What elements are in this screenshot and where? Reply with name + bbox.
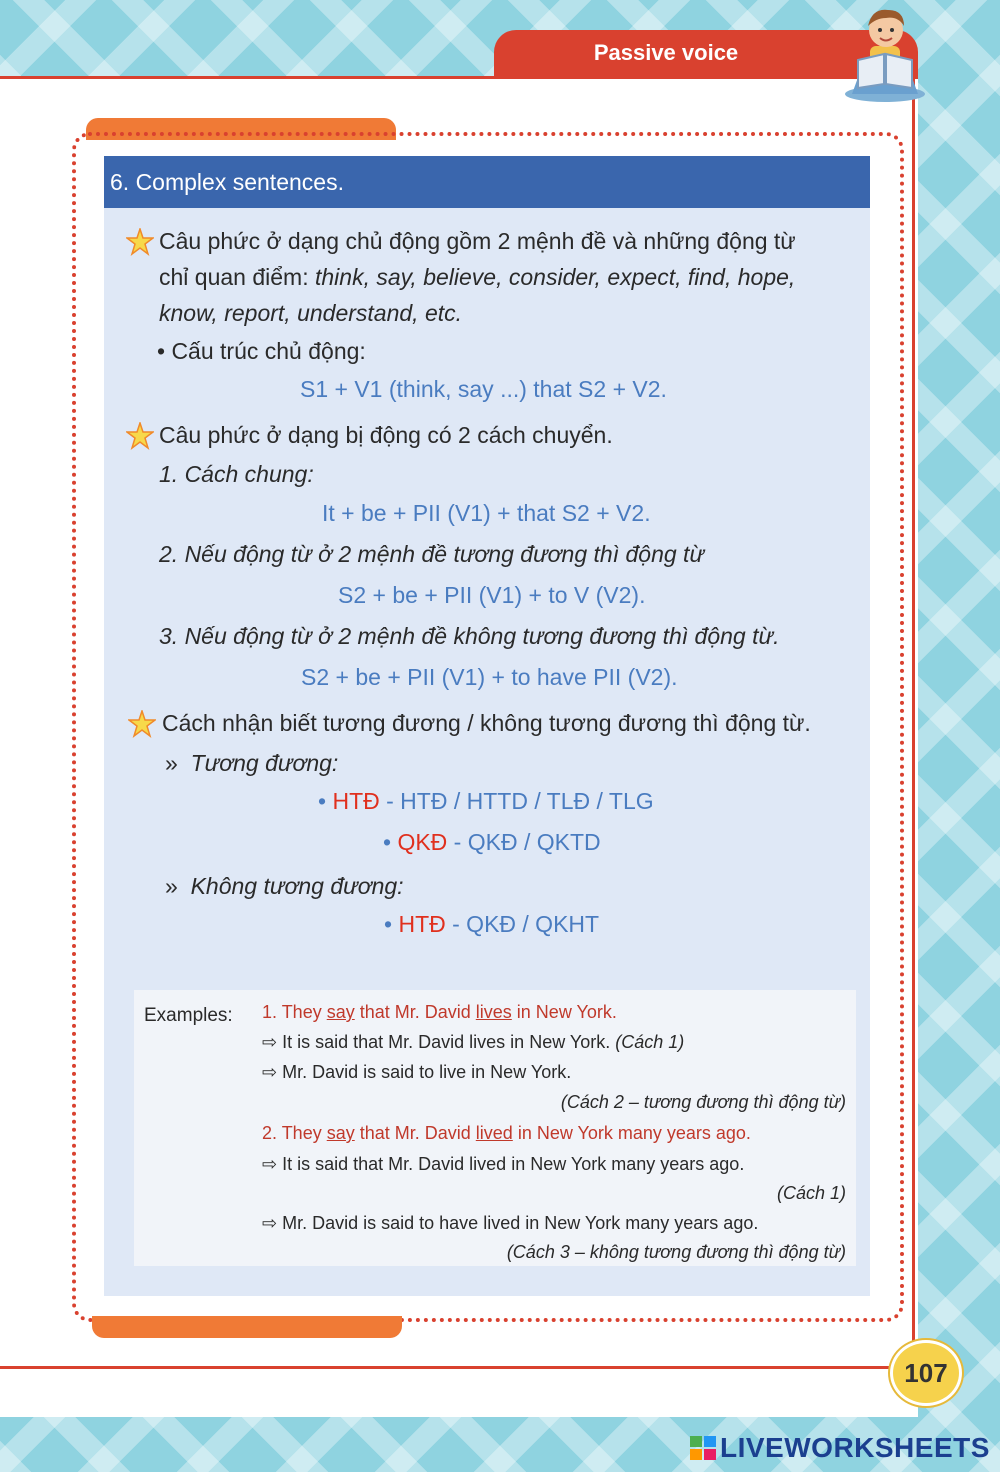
example-1-part: in New York.: [511, 1002, 617, 1022]
paragraph-1-line-2: [159, 266, 795, 289]
example-2-result-2-note: (Cách 3 – không tương đương thì động từ): [506, 1242, 846, 1262]
tense-list: - QKĐ / QKHT: [445, 911, 600, 937]
arrow-right-icon: ⇨: [262, 1213, 278, 1233]
example-2-result-2-text: Mr. David is said to have lived in New York many years ago.: [282, 1213, 759, 1233]
example-1-part: that Mr. David: [354, 1002, 476, 1022]
arrow-right-icon: ⇨: [262, 1032, 278, 1052]
paragraph-1-line-2-text: chỉ quan điểm:: [159, 264, 315, 290]
liveworksheets-text: LIVEWORKSHEETS: [720, 1432, 990, 1463]
star-bullet-icon: [128, 710, 156, 738]
bullet: •: [318, 788, 327, 814]
paragraph-2: Câu phức ở dạng bị động có 2 cách chuyển.: [159, 422, 613, 448]
bullet: •: [383, 829, 392, 855]
example-2-part: that Mr. David: [354, 1123, 476, 1143]
arrow-right-icon: ⇨: [262, 1154, 278, 1174]
way-3-formula: S2 + be + PII (V1) + to have PII (V2).: [301, 664, 678, 690]
example-1-verb-lives: lives: [475, 1002, 512, 1022]
non-equivalent-label: [165, 875, 404, 898]
section-title: 6. Complex sentences.: [110, 168, 344, 195]
way-2-formula: S2 + be + PII (V1) + to V (V2).: [338, 582, 646, 608]
bullet: •: [384, 911, 393, 937]
liveworksheets-brand[interactable]: [690, 1432, 990, 1464]
header-title: Passive voice: [593, 40, 739, 65]
way-3-label: 3. Nếu động từ ở 2 mệnh đề không tương đương thì động từ.: [159, 623, 780, 649]
paragraph-1-line-1: Câu phức ở dạng chủ động gồm 2 mệnh đề và những động từ: [159, 228, 796, 254]
tense-list: - QKĐ / QKTD: [447, 829, 601, 855]
tense-list: - HTĐ / HTTD / TLĐ / TLG: [379, 788, 654, 814]
example-2-verb-lived: lived: [475, 1123, 513, 1143]
example-1-result-2-text: Mr. David is said to live in New York.: [282, 1062, 572, 1082]
example-1-result-2: [262, 1063, 571, 1081]
examples-label: Examples:: [144, 1005, 233, 1026]
active-formula: S1 + V1 (think, say ...) that S2 + V2.: [300, 376, 667, 402]
opinion-verbs-list: think, say, believe, consider, expect, find, hope,: [314, 264, 796, 290]
example-1-result-1: [262, 1033, 684, 1051]
equivalent-label: [165, 752, 338, 775]
chevron-icon: »: [165, 750, 178, 776]
example-1-result-1-note: (Cách 1): [615, 1032, 685, 1052]
example-2-sentence: [262, 1124, 751, 1142]
example-2-part: 2. They: [262, 1123, 327, 1143]
example-2-result-1-note: (Cách 1): [776, 1183, 846, 1203]
tense-key: QKĐ: [397, 829, 448, 855]
example-2-result-2: [262, 1214, 758, 1232]
page-number: 107: [890, 1340, 962, 1406]
section-heading: [104, 156, 870, 208]
way-2-label: 2. Nếu động từ ở 2 mệnh đề tương đương thì động từ: [159, 541, 705, 567]
example-1-result-1-text: It is said that Mr. David lives in New York.: [282, 1032, 616, 1052]
paragraph-1-line-3: know, report, understand, etc.: [159, 300, 463, 326]
way-1-label: 1. Cách chung:: [159, 461, 314, 487]
example-2-part: in New York many years ago.: [512, 1123, 751, 1143]
example-2-result-1: [262, 1155, 744, 1173]
equivalent-row-1: [318, 790, 654, 813]
equivalent-row-2: [383, 831, 601, 854]
page-border-bottom: [0, 1366, 890, 1369]
orange-tab-bottom: [92, 1316, 402, 1338]
star-bullet-icon: [126, 422, 154, 450]
reading-boy-mascot-icon: [840, 2, 930, 102]
non-equivalent-row-1: [384, 913, 599, 936]
example-2-verb-say: say: [326, 1123, 355, 1143]
arrow-right-icon: ⇨: [262, 1062, 278, 1082]
tense-key: HTĐ: [332, 788, 380, 814]
non-equivalent-label-text: Không tương đương:: [190, 873, 404, 899]
active-structure-label: • Cấu trúc chủ động:: [157, 338, 366, 364]
paragraph-3: Cách nhận biết tương đương / không tương đương thì động từ.: [162, 710, 811, 736]
equivalent-label-text: Tương đương:: [190, 750, 339, 776]
example-1-result-2-note: (Cách 2 – tương đương thì động từ): [560, 1092, 846, 1112]
example-2-result-1-text: It is said that Mr. David lived in New York many years ago.: [282, 1154, 745, 1174]
chevron-icon: »: [165, 873, 178, 899]
liveworksheets-logo-icon: [690, 1436, 716, 1460]
tense-key: HTĐ: [398, 911, 446, 937]
star-bullet-icon: [126, 228, 154, 256]
example-1-part: 1. They: [262, 1002, 327, 1022]
example-1-verb-say: say: [326, 1002, 355, 1022]
page-border-right: [912, 76, 915, 1346]
example-1-sentence: [262, 1003, 617, 1021]
way-1-formula: It + be + PII (V1) + that S2 + V2.: [322, 500, 651, 526]
